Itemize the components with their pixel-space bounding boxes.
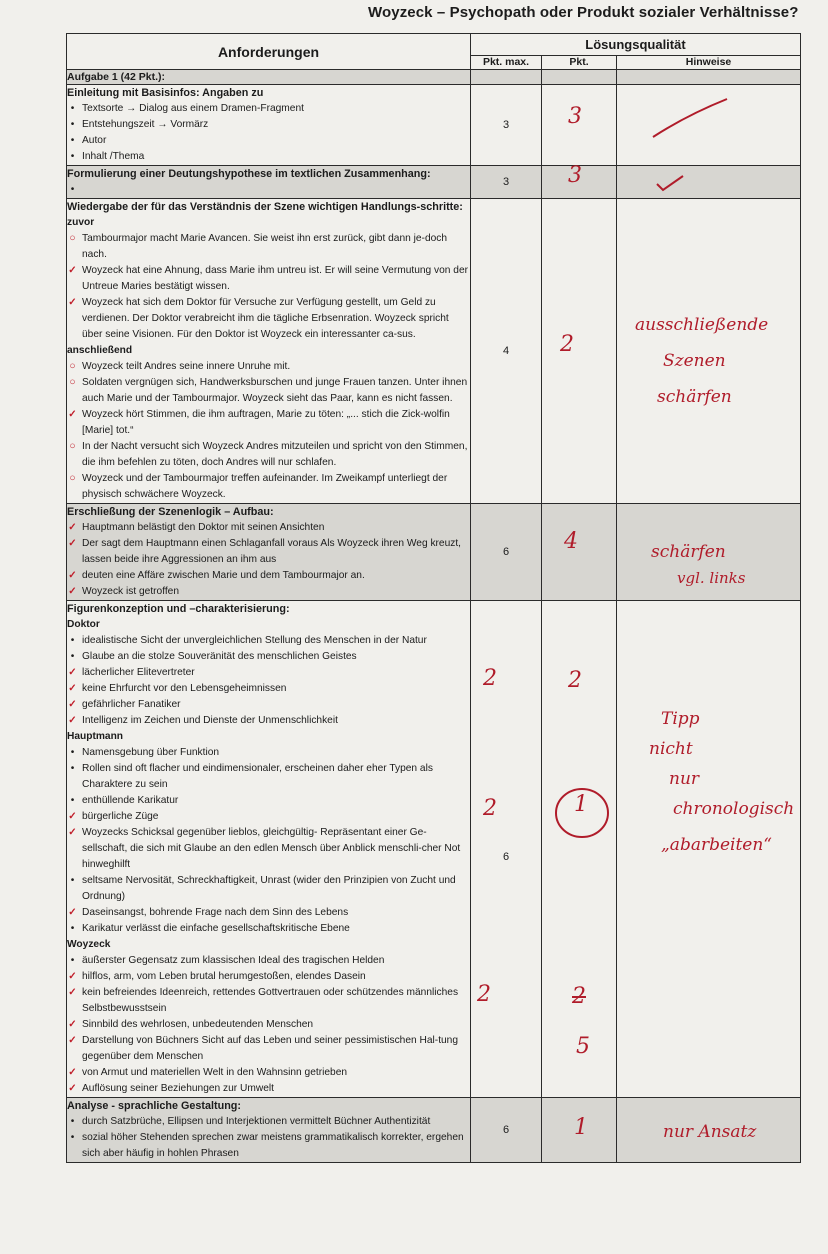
list-item: Hauptmann belästigt den Doktor mit seinen Ansichten bbox=[82, 522, 325, 533]
analyse-row: Analyse - sprachliche Gestaltung: • durch Satzbrüche, Ellipsen und Interjektionen vermittelt Büchner Authentizität • sozial höher Stehenden sprechen zwar meistens grammatikalisch korrekter, ergehen sich aber häufig in hohlen Phrasen 6 1 nur Ansatz bbox=[67, 1098, 801, 1163]
list-item: Der sagt dem Hauptmann einen Schlaganfall voraus Als Woyzeck ihren Weg kreuzt, lassen beide ihre Aggressionen an ihm aus bbox=[82, 538, 462, 565]
einleitung-pkt: 3 bbox=[568, 104, 582, 129]
list-item: seltsame Nervosität, Schreckhaftigkeit, Unrast (wider den Prinzipien von Zucht und Ordnung) bbox=[82, 875, 456, 902]
list-item: deuten eine Affäre zwischen Marie und dem Tambourmajor an. bbox=[82, 570, 365, 581]
figuren-max: 6 bbox=[503, 851, 510, 863]
erschliessung-title: Erschließung der Szenenlogik – Aufbau: bbox=[67, 506, 274, 518]
list-item: Tambourmajor macht Marie Avancen. Sie weist ihn erst zurück, gibt dann je-doch nach. bbox=[82, 233, 448, 260]
list-item: Darstellung von Büchners Sicht auf das Leben und seiner pessimistischen Hal-tung gegenüber dem Menschen bbox=[82, 1035, 459, 1062]
grading-table bbox=[66, 33, 801, 1163]
hinweis-text: Tipp bbox=[661, 709, 700, 729]
header-row bbox=[67, 34, 801, 56]
list-item: sozial höher Stehenden sprechen zwar meistens grammatikalisch korrekter, ergehen sich aber häufig in hohlen Phrasen bbox=[82, 1132, 464, 1159]
analyse-pkt: 1 bbox=[574, 1115, 588, 1140]
hinweis-text: vgl. links bbox=[677, 569, 746, 587]
list-item: Textsorte → Dialog aus einem Dramen-Fragment bbox=[82, 103, 304, 114]
list-item: Inhalt /Thema bbox=[82, 151, 145, 162]
list-item: enthüllende Karikatur bbox=[82, 795, 179, 806]
list-item: Rollen sind oft flacher und eindimensionaler, erscheinen daher eher Typen als Charaktere zu sein bbox=[82, 763, 433, 790]
list-item: Namensgebung über Funktion bbox=[82, 747, 220, 758]
aufgabe-label: Aufgabe 1 (42 Pkt.): bbox=[67, 70, 471, 85]
erschliessung-pkt: 4 bbox=[564, 529, 578, 554]
list-item: von Armut und materiellen Welt in den Wahnsinn getrieben bbox=[82, 1067, 348, 1078]
list-item: Woyzecks Schicksal gegenüber lieblos, gleichgültig- Repräsentant einer Ge-sellschaft, die sich mit Glaube an den edlen Mensch über Anblick menschli-cher Not hinweghilft bbox=[82, 827, 461, 870]
margin-mark: 2 bbox=[483, 796, 497, 821]
hinweis-text: schärfen bbox=[651, 542, 726, 562]
formulierung-max: 3 bbox=[471, 166, 542, 199]
list-item: Intelligenz im Zeichen und Dienste der Unmenschlichkeit bbox=[82, 715, 338, 726]
list-item: Soldaten vergnügen sich, Handwerksburschen und junge Frauen tanzen. Unter ihnen auch Marie und der Tambourmajor. Woyzeck sieht das Paar, kann es nicht fassen. bbox=[82, 377, 468, 404]
list-item: kein befreiendes Ideenreich, rettendes Gottvertrauen oder schützendes männliches Selbstbewusstsein bbox=[82, 987, 459, 1014]
list-item: Karikatur verlässt die einfache gesellschaftskritische Ebene bbox=[82, 923, 350, 934]
list-item: Woyzeck und der Tambourmajor treffen aufeinander. Im Zweikampf unterliegt der physisch schwächere Woyzeck. bbox=[82, 473, 448, 500]
hinweis-text: nicht bbox=[649, 739, 693, 759]
aufgabe-row bbox=[67, 70, 801, 85]
formulierung-title: Formulierung einer Deutungshypothese im textlichen Zusammenhang: bbox=[67, 168, 431, 180]
analyse-max: 6 bbox=[471, 1098, 542, 1163]
figuren-title: Figurenkonzeption und –charakterisierung: bbox=[67, 603, 290, 615]
list-item: gefährlicher Fanatiker bbox=[82, 699, 181, 710]
einleitung-max: 3 bbox=[471, 85, 542, 166]
hinweis-text: ausschließende bbox=[635, 315, 769, 335]
page-title: Woyzeck – Psychopath oder Produkt sozialer Verhältnisse? bbox=[368, 4, 799, 21]
hinweis-text: Szenen bbox=[663, 351, 726, 371]
einleitung-title: Einleitung mit Basisinfos: Angaben zu bbox=[67, 87, 264, 99]
wiedergabe-pkt: 2 bbox=[560, 332, 574, 357]
formulierung-pkt: 3 bbox=[568, 163, 582, 188]
header-loesungsqualitaet: Lösungsqualität bbox=[471, 34, 801, 56]
margin-mark: 2 bbox=[483, 666, 497, 691]
header-anforderungen: Anforderungen bbox=[67, 34, 471, 70]
list-item: äußerster Gegensatz zum klassischen Ideal des tragischen Helden bbox=[82, 955, 385, 966]
analyse-title: Analyse - sprachliche Gestaltung: bbox=[67, 1100, 241, 1112]
list-item: Woyzeck hört Stimmen, die ihm auftragen, Marie zu töten: „... stich die Zick-wolfin [Marie] tot.“ bbox=[82, 409, 450, 436]
figuren-row: Figurenkonzeption und –charakterisierung: Doktor • idealistische Sicht der unvergleichlichen Stellung des Menschen in der Natur • Glaube an die stolze Souveränität des menschlichen Geistes ✓ lächerlicher Elitevertreter ✓ keine Ehrfurcht vor den Lebensgeheimnissen ✓ gefährlicher Fanatiker ✓ Intelligenz im Zeichen und Dienste der Unmenschlichkeit Hauptmann • Namensgebung über Funktion • Rollen sind oft flacher und eindimensionaler, erscheinen daher eher Typen als Charaktere zu sein • enthüllende Karikatur ✓ bürgerliche Züge ✓ Woyzecks Schicksal gegenüber lieblos, gleichgültig- Repräsentant einer Ge-sellschaft, die sich mit Glaube an den edlen Mensch über Anblick menschli-cher Not hinweghilft • seltsame Nervosität, Schreckhaftigkeit, Unrast (wider den Prinzipien von Zucht und Ordnung) ✓ Daseinsangst, bohrende Frage nach dem Sinn des Lebens • Karikatur verlässt die einfache gesellschaftskritische Ebene Woyzeck • äußerster Gegensatz zum klassischen Ideal des tragischen Helden ✓ hilflos, arm, vom Leben brutal herumgestoßen, elendes Dasein ✓ kein befreiendes Ideenreich, rettendes Gottvertrauen oder schützendes männliches Selbstbewusstsein ✓ Sinnbild des wehrlosen, unbedeutenden Menschen ✓ Darstellung von Büchners Sicht auf das Leben und seiner pessimistischen Hal-tung gegenüber dem Menschen ✓ von Armut und materiellen Welt in den Wahnsinn getrieben ✓ Auflösung seiner Beziehungen zur Umwelt 2 2 6 2 2 1 2 5 Tipp nicht nur chronologisch „abarbeiten“ bbox=[67, 601, 801, 1098]
list-item: Woyzeck ist getroffen bbox=[82, 586, 180, 597]
list-item: Sinnbild des wehrlosen, unbedeutenden Menschen bbox=[82, 1019, 314, 1030]
wiedergabe-row: Wiedergabe der für das Verständnis der Szene wichtigen Handlungs-schritte: zuvor ○ Tambourmajor macht Marie Avancen. Sie weist ihn erst zurück, gibt dann je-doch nach. ✓ Woyzeck hat eine Ahnung, dass Marie ihm untreu ist. Er will seine Vermutung von der Untreue Maries bestätigt wissen. ✓ Woyzeck hat sich dem Doktor für Versuche zur Verfügung gestellt, um Geld zu verdienen. Der Doktor verabreicht ihm die tägliche Erbsenration. Woyzeck spricht über seine Visionen. Für den Doktor ist Woyzeck ein interessanter ca-sus. anschließend ○ Woyzeck teilt Andres seine innere Unruhe mit. ○ Soldaten vergnügen sich, Handwerksburschen und junge Frauen tanzen. Unter ihnen auch Marie und der Tambourmajor. Woyzeck sieht das Paar, kann es nicht fassen. ✓ Woyzeck hört Stimmen, die ihm auftragen, Marie zu töten: „... stich die Zick-wolfin [Marie] tot.“ ○ In der Nacht versucht sich Woyzeck Andres mitzuteilen und spricht von den Stimmen, die ihm befehlen zu töten, doch Andres will nur schlafen. ○ Woyzeck und der Tambourmajor treffen aufeinander. Im Zweikampf unterliegt der physisch schwächere Woyzeck. 4 2 ausschließende Szenen schärfen bbox=[67, 199, 801, 504]
figuren-pkt: 1 bbox=[574, 792, 588, 817]
figuren-pkt: 2 bbox=[568, 668, 582, 693]
check-mark-icon bbox=[617, 85, 801, 165]
check-mark-icon bbox=[617, 166, 801, 198]
list-item: hilflos, arm, vom Leben brutal herumgestoßen, elendes Dasein bbox=[82, 971, 366, 982]
einleitung-row: Einleitung mit Basisinfos: Angaben zu • Textsorte → Dialog aus einem Dramen-Fragment • Entstehungszeit → Vormärz • Autor • Inhalt /Thema 3 3 bbox=[67, 85, 801, 166]
list-item: idealistische Sicht der unvergleichlichen Stellung des Menschen in der Natur bbox=[82, 635, 427, 646]
list-item: Daseinsangst, bohrende Frage nach dem Sinn des Lebens bbox=[82, 907, 349, 918]
list-item: In der Nacht versucht sich Woyzeck Andres mitzuteilen und spricht von den Stimmen, die ihm befehlen zu töten, doch Andres will nur schlafen. bbox=[82, 441, 468, 468]
figuren-pkt: 2 bbox=[572, 984, 586, 1009]
hinweis-text: nur bbox=[669, 769, 700, 789]
hinweis-text: nur Ansatz bbox=[663, 1122, 757, 1142]
formulierung-row: Formulierung einer Deutungshypothese im textlichen Zusammenhang: • 3 3 bbox=[67, 166, 801, 199]
list-item: Autor bbox=[82, 135, 107, 146]
list-item: bürgerliche Züge bbox=[82, 811, 159, 822]
hinweis-text: „abarbeiten“ bbox=[661, 835, 772, 855]
list-item: keine Ehrfurcht vor den Lebensgeheimnissen bbox=[82, 683, 287, 694]
list-item: Entstehungszeit → Vormärz bbox=[82, 119, 209, 130]
hinweis-text: chronologisch bbox=[673, 799, 795, 819]
margin-mark: 2 bbox=[477, 982, 491, 1007]
header-pkt: Pkt. bbox=[542, 56, 617, 70]
hinweis-text: schärfen bbox=[657, 387, 732, 407]
list-item: Woyzeck teilt Andres seine innere Unruhe mit. bbox=[82, 361, 291, 372]
wiedergabe-max: 4 bbox=[471, 199, 542, 504]
list-item: Woyzeck hat eine Ahnung, dass Marie ihm untreu ist. Er will seine Vermutung von der Untreue Maries bestätigt wissen. bbox=[82, 265, 468, 292]
list-item: Auflösung seiner Beziehungen zur Umwelt bbox=[82, 1083, 274, 1094]
erschliessung-row: Erschließung der Szenenlogik – Aufbau: ✓ Hauptmann belästigt den Doktor mit seinen Ansichten ✓ Der sagt dem Hauptmann einen Schlaganfall voraus Als Woyzeck ihren Weg kreuzt, lassen beide ihre Aggressionen an ihm aus ✓ deuten eine Affäre zwischen Marie und dem Tambourmajor an. ✓ Woyzeck ist getroffen 6 4 schärfen vgl. links bbox=[67, 504, 801, 601]
header-hinweise: Hinweise bbox=[617, 56, 801, 70]
header-pkt-max: Pkt. max. bbox=[471, 56, 542, 70]
list-item: Woyzeck hat sich dem Doktor für Versuche zur Verfügung gestellt, um Geld zu verdienen. Der Doktor verabreicht ihm die tägliche Erbsenration. Woyzeck spricht über seine Visionen. Für den Doktor ist Woyzeck ein interessanter ca-sus. bbox=[82, 297, 449, 340]
list-item: Glaube an die stolze Souveränität des menschlichen Geistes bbox=[82, 651, 357, 662]
erschliessung-max: 6 bbox=[471, 504, 542, 601]
figuren-pkt: 5 bbox=[576, 1034, 590, 1059]
list-item: lächerlicher Elitevertreter bbox=[82, 667, 195, 678]
wiedergabe-title: Wiedergabe der für das Verständnis der Szene wichtigen Handlungs-schritte: bbox=[67, 201, 463, 213]
list-item: durch Satzbrüche, Ellipsen und Interjektionen vermittelt Büchner Authentizität bbox=[82, 1116, 431, 1127]
